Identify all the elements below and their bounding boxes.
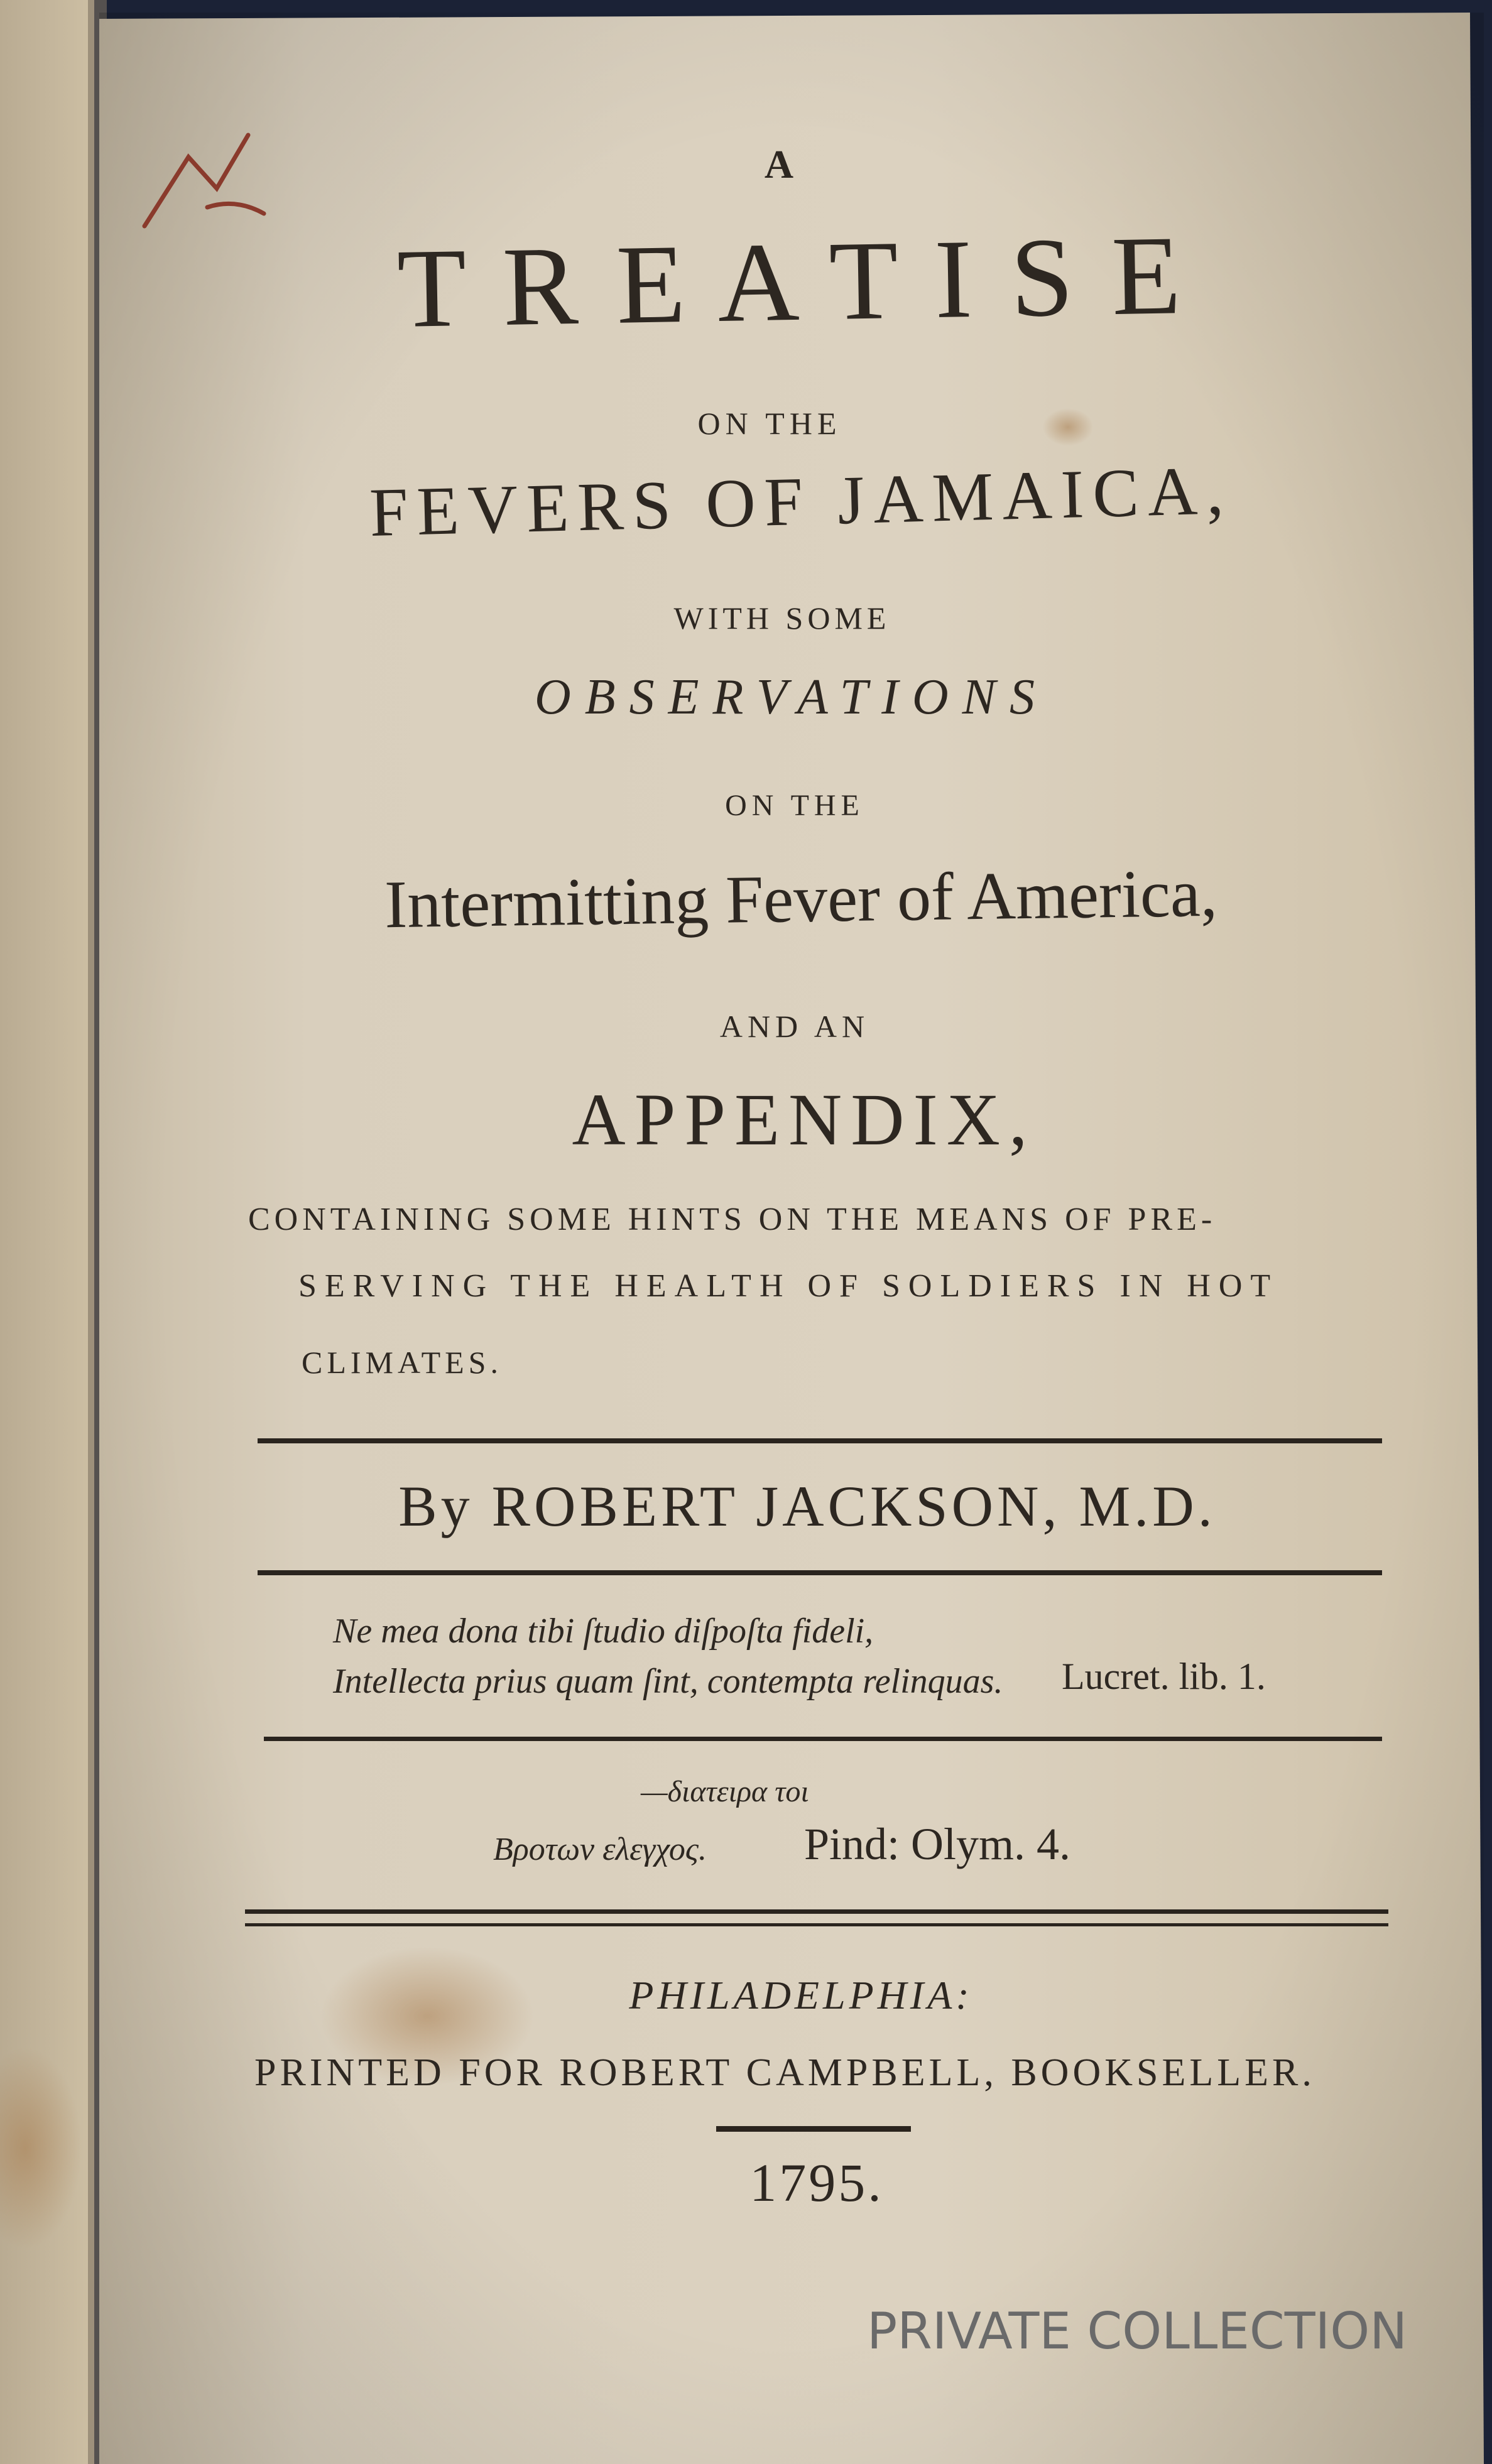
epigraph-greek-source: Pind: Olym. 4. [804, 1819, 1071, 1869]
imprint-place: PHILADELPHIA: [629, 1973, 973, 2017]
line-observations: OBSERVATIONS [534, 670, 1049, 725]
foxing-stain [1043, 408, 1093, 446]
epigraph-latin-2: Intellecta prius quam ſint, contempta relinquas. [333, 1662, 1003, 1701]
line-appendix: APPENDIX, [572, 1078, 1037, 1161]
line-intermitting: Intermitting Fever of America, [384, 855, 1218, 943]
epigraph-greek-1: —διατειρα τοι [641, 1775, 809, 1808]
line-with-some: WITH SOME [673, 600, 891, 636]
title-main: T R E A T I S E [396, 212, 1187, 351]
page-vignette [99, 13, 1484, 2464]
rule-author-bottom [258, 1570, 1382, 1575]
appendix-desc-2: SERVING THE HEALTH OF SOLDIERS IN HOT [298, 1268, 1279, 1304]
appendix-desc-3: CLIMATES. [302, 1345, 503, 1380]
imprint-year: 1795. [749, 2152, 884, 2213]
rule-epigraph [264, 1737, 1382, 1741]
appendix-desc-1: CONTAINING SOME HINTS ON THE MEANS OF PRE- [248, 1202, 1217, 1237]
imprint-printer: PRINTED FOR ROBERT CAMPBELL, BOOKSELLER. [254, 2051, 1315, 2094]
rule-double-2 [245, 1923, 1388, 1926]
epigraph-latin-1: Ne mea dona tibi ſtudio diſpoſta fideli, [333, 1612, 874, 1651]
rule-short [716, 2126, 911, 2132]
title-article: A [764, 142, 794, 187]
line-author: By ROBERT JACKSON, M.D. [398, 1474, 1216, 1538]
title-subject: FEVERS OF JAMAICA, [368, 452, 1234, 551]
line-on-the-1: ON THE [697, 406, 842, 441]
epigraph-greek-2: Βροτων ελεγχος. [493, 1832, 707, 1867]
rule-top [258, 1438, 1382, 1443]
epigraph-latin-source: Lucret. lib. 1. [1062, 1656, 1266, 1697]
line-on-the-2: ON THE [725, 789, 864, 822]
watermark: PRIVATE COLLECTION [867, 2302, 1408, 2360]
line-and-an: AND AN [719, 1009, 870, 1044]
rule-double-1 [245, 1909, 1388, 1914]
